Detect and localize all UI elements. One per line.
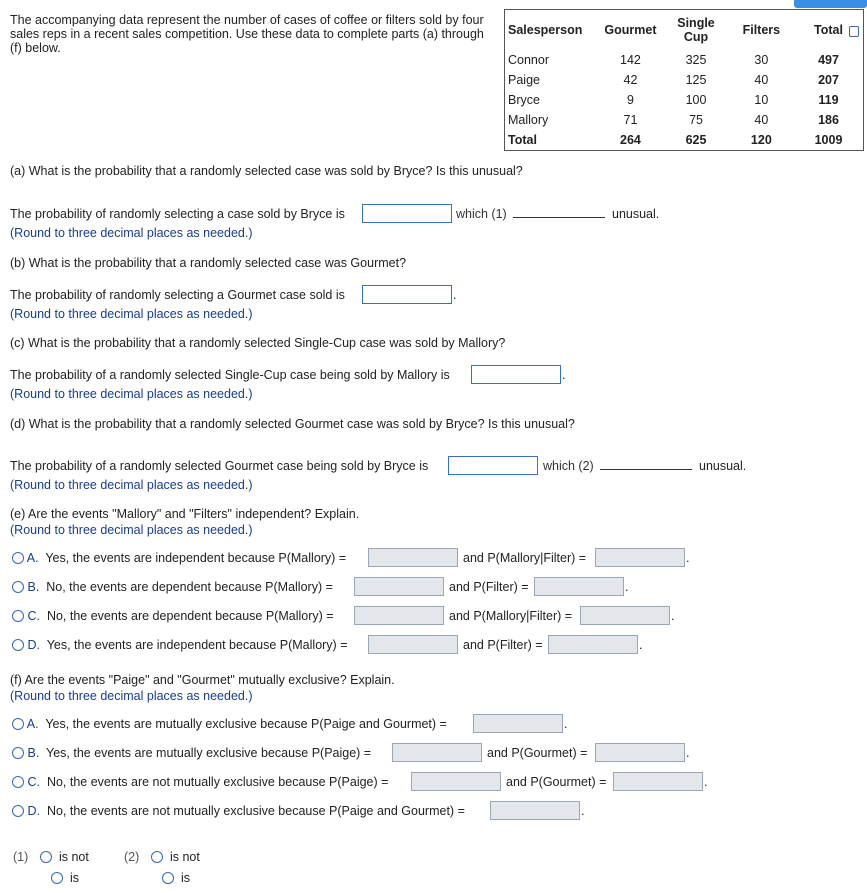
dropdown-1-option-is-not[interactable] [40, 850, 89, 864]
cell-filters: 10 [754, 93, 769, 107]
option-f-d[interactable] [12, 804, 465, 818]
option-e-b[interactable] [12, 580, 333, 594]
cell-total: 207 [818, 73, 839, 87]
answer-d-input[interactable] [448, 456, 538, 475]
option-text: is [180, 871, 190, 885]
cell-single-cup: 325 [685, 53, 707, 67]
cell-total: 497 [818, 53, 839, 67]
period-e-c: . [671, 609, 675, 623]
dropdown-1-option-is[interactable] [51, 871, 79, 885]
option-letter: D. [27, 638, 40, 652]
radio-icon[interactable] [12, 747, 24, 759]
option-text: No, the events are not mutually exclusive because P(Paige) = [46, 775, 389, 789]
prompt-d: The probability of a randomly selected Gourmet case being sold by Bryce is [10, 459, 429, 473]
which-1-label [456, 207, 507, 221]
dropdown-2-option-is-not[interactable] [151, 850, 200, 864]
unusual-a: unusual. [612, 207, 660, 221]
radio-icon[interactable] [12, 718, 24, 730]
cell-gourmet: 9 [626, 93, 634, 107]
period-f-c: . [704, 775, 708, 789]
radio-icon[interactable] [12, 776, 24, 788]
radio-icon[interactable] [162, 872, 174, 884]
cell-gourmet: 42 [623, 73, 638, 87]
radio-icon[interactable] [151, 851, 163, 863]
dropdown-2-blank[interactable] [600, 469, 692, 470]
option-f-d-input-1[interactable] [490, 801, 580, 820]
option-e-d-input-1[interactable] [368, 635, 458, 654]
period-f-b: . [686, 746, 690, 760]
option-e-b-text2: and P(Filter) = [449, 580, 529, 594]
cell-filters: 120 [750, 133, 772, 147]
option-f-b-input-2[interactable] [595, 743, 685, 762]
answer-b-input[interactable] [362, 285, 452, 304]
period-e-a: . [686, 551, 690, 565]
option-text: Yes, the events are independent because P(Mallory) = [46, 638, 348, 652]
table-row [505, 70, 864, 90]
option-text: No, the events are not mutually exclusive because P(Paige and Gourmet) = [46, 804, 465, 818]
question-a: (a) What is the probability that a randomly selected case was sold by Bryce? Is this unusual? [10, 164, 523, 178]
option-letter: A. [26, 717, 39, 731]
problem-intro: The accompanying data represent the number of cases of coffee or filters sold by four sales reps in a recent sales competition. Use these data to complete parts (a) through (f) below. [10, 13, 484, 55]
top-toolbar-button[interactable] [794, 0, 867, 8]
header-filters: Filters [742, 23, 781, 37]
dropdown-1-label: (1) [13, 850, 29, 864]
round-hint-d: (Round to three decimal places as needed.) [10, 478, 253, 492]
period-e-d: . [639, 638, 643, 652]
option-e-a-text2: and P(Mallory|Filter) = [463, 551, 587, 565]
table-row-total [505, 130, 864, 151]
header-total: Total [814, 23, 843, 37]
option-letter: A. [26, 551, 39, 565]
radio-icon[interactable] [12, 552, 24, 564]
cell-gourmet: 71 [623, 113, 638, 127]
header-single-cup-label: Single Cup [677, 16, 715, 44]
radio-icon[interactable] [40, 851, 52, 863]
option-e-b-input-1[interactable] [354, 577, 444, 596]
cell-filters: 40 [754, 73, 769, 87]
prompt-a: The probability of randomly selecting a case sold by Bryce is [10, 207, 345, 221]
option-e-a[interactable] [12, 551, 346, 565]
option-e-d-text2: and P(Filter) = [463, 638, 543, 652]
cell-single-cup: 100 [685, 93, 707, 107]
option-e-c-input-1[interactable] [354, 606, 444, 625]
round-hint-e: (Round to three decimal places as needed.) [10, 523, 253, 537]
option-e-b-input-2[interactable] [534, 577, 624, 596]
table-row [505, 90, 864, 110]
answer-c-input[interactable] [471, 365, 561, 384]
question-b: (b) What is the probability that a randomly selected case was Gourmet? [10, 256, 407, 270]
option-text: No, the events are dependent because P(Mallory) = [46, 609, 334, 623]
question-d: (d) What is the probability that a randomly selected Gourmet case was sold by Bryce? Is this unusual? [10, 417, 575, 431]
option-e-a-input-1[interactable] [368, 548, 458, 567]
cell-total: 1009 [814, 133, 843, 147]
sales-data-table [504, 9, 864, 151]
cell-single-cup: 125 [685, 73, 707, 87]
option-text: Yes, the events are mutually exclusive because P(Paige) = [46, 746, 372, 760]
option-e-c-text2: and P(Mallory|Filter) = [449, 609, 573, 623]
unusual-d: unusual. [699, 459, 747, 473]
option-text: Yes, the events are mutually exclusive because P(Paige and Gourmet) = [45, 717, 447, 731]
option-letter: B. [27, 580, 40, 594]
option-f-a[interactable] [12, 717, 447, 731]
prompt-c: The probability of a randomly selected Single-Cup case being sold by Mallory is [10, 368, 450, 382]
row-name: Connor [505, 50, 598, 70]
round-hint-f: (Round to three decimal places as needed.) [10, 689, 253, 703]
question-e: (e) Are the events "Mallory" and "Filters" independent? Explain. [10, 507, 360, 521]
radio-icon[interactable] [51, 872, 63, 884]
row-name: Bryce [505, 90, 598, 110]
row-name: Paige [505, 70, 598, 90]
option-text: is not [169, 850, 200, 864]
option-f-b[interactable] [12, 746, 371, 760]
cell-filters: 30 [754, 53, 769, 67]
option-text: No, the events are dependent because P(Mallory) = [46, 580, 333, 594]
option-f-c-input-1[interactable] [411, 772, 501, 791]
dropdown-2-option-is[interactable] [162, 871, 190, 885]
cell-gourmet: 264 [620, 133, 641, 147]
radio-icon[interactable] [12, 639, 24, 651]
table-row [505, 50, 864, 70]
question-f: (f) Are the events "Paige" and "Gourmet" mutually exclusive? Explain. [10, 673, 395, 687]
header-single-cup [663, 10, 728, 51]
which-1-text: which (1) [456, 207, 507, 221]
header-gourmet: Gourmet [604, 23, 657, 37]
radio-icon[interactable] [12, 581, 24, 593]
table-row [505, 110, 864, 130]
option-f-c[interactable] [12, 775, 388, 789]
cell-total: 186 [818, 113, 839, 127]
option-f-c-text2: and P(Gourmet) = [506, 775, 607, 789]
question-c: (c) What is the probability that a randomly selected Single-Cup case was sold by Mallory? [10, 336, 506, 350]
period-c: . [562, 368, 566, 382]
dropdown-2-label: (2) [124, 850, 140, 864]
option-letter: C. [27, 775, 40, 789]
round-hint-b: (Round to three decimal places as needed.) [10, 307, 253, 321]
period-e-b: . [625, 580, 629, 594]
prompt-b: The probability of randomly selecting a Gourmet case sold is [10, 288, 345, 302]
cell-filters: 40 [754, 113, 769, 127]
dropdown-1-blank[interactable] [513, 217, 605, 218]
option-f-b-text2: and P(Gourmet) = [487, 746, 588, 760]
radio-icon[interactable] [12, 805, 24, 817]
option-f-a-input-1[interactable] [473, 714, 563, 733]
copy-data-icon[interactable] [849, 26, 859, 37]
option-letter: C. [27, 609, 40, 623]
option-e-d-input-2[interactable] [548, 635, 638, 654]
option-letter: D. [27, 804, 40, 818]
which-2-label: which (2) [543, 459, 594, 473]
option-text: is not [58, 850, 89, 864]
option-text: is [69, 871, 79, 885]
period-f-d: . [581, 804, 585, 818]
round-hint-c: (Round to three decimal places as needed.) [10, 387, 253, 401]
period-b: . [453, 288, 457, 302]
round-hint-a: (Round to three decimal places as needed.) [10, 226, 253, 240]
option-e-d[interactable] [12, 638, 348, 652]
option-e-c-input-2[interactable] [580, 606, 670, 625]
cell-total: 119 [818, 93, 839, 107]
row-name: Total [505, 130, 598, 151]
cell-single-cup: 75 [689, 113, 703, 127]
option-f-c-input-2[interactable] [613, 772, 703, 791]
option-e-c[interactable] [12, 609, 334, 623]
option-e-a-input-2[interactable] [595, 548, 685, 567]
radio-icon[interactable] [12, 610, 24, 622]
option-letter: B. [27, 746, 40, 760]
option-f-b-input-1[interactable] [392, 743, 482, 762]
period-f-a: . [564, 717, 568, 731]
header-salesperson: Salesperson [508, 23, 583, 37]
row-name: Mallory [505, 110, 598, 130]
option-text: Yes, the events are independent because P(Mallory) = [45, 551, 347, 565]
cell-gourmet: 142 [620, 53, 641, 67]
cell-single-cup: 625 [685, 133, 707, 147]
answer-a-input[interactable] [362, 204, 452, 223]
